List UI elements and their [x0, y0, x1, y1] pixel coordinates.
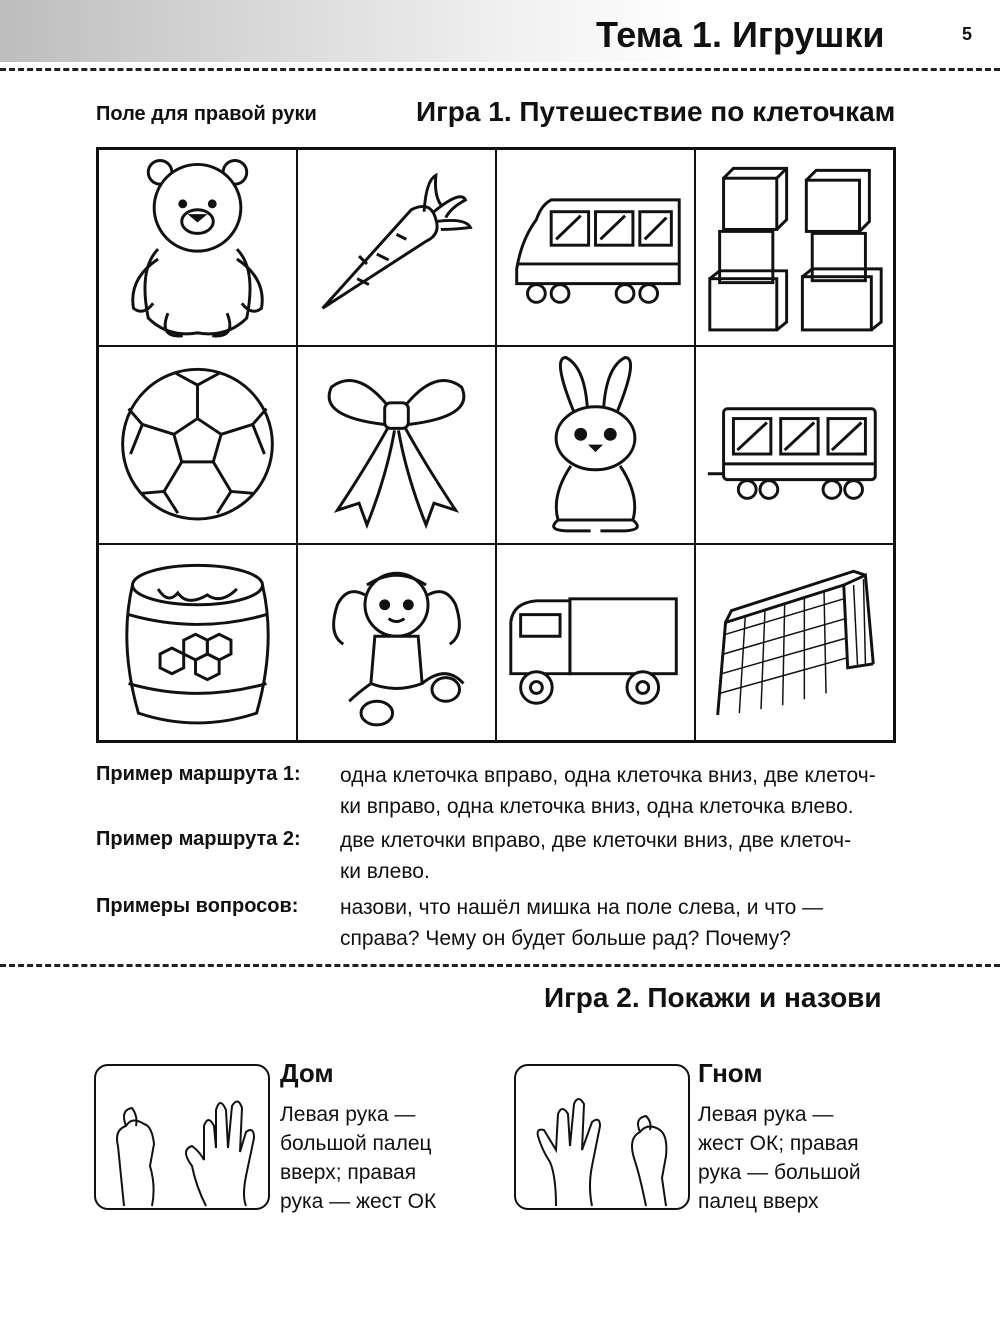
- gesture1-line4: рука — жест ОК: [280, 1190, 437, 1213]
- game1-title: Игра 1. Путешествие по клеточкам: [416, 96, 896, 127]
- teddy-bear-icon: [99, 150, 296, 345]
- header-band: [0, 0, 700, 62]
- route2-label: Пример маршрута 2:: [96, 828, 301, 850]
- grid-cell[interactable]: [297, 544, 496, 741]
- picture-grid: [96, 147, 896, 743]
- route1-line1: одна клеточка вправо, одна клеточка вниз, две клеточ-: [340, 764, 876, 787]
- gesture-image-house: [94, 1064, 270, 1210]
- gesture1-line1: Левая рука —: [280, 1103, 416, 1126]
- blocks-icon: [696, 150, 893, 345]
- grid-cell[interactable]: [297, 346, 496, 543]
- grid-cell[interactable]: [496, 544, 695, 741]
- grid-cell[interactable]: [98, 149, 297, 346]
- grid-cell[interactable]: [496, 149, 695, 346]
- middle-divider: [0, 964, 1000, 967]
- doll-icon: [298, 545, 495, 740]
- route1-text: [340, 760, 896, 822]
- gesture2-line3: рука — большой: [698, 1161, 861, 1184]
- hand-gesture-icon: [96, 1066, 268, 1208]
- route1-label: Пример маршрута 1:: [96, 763, 301, 785]
- truck-icon: [497, 545, 694, 740]
- gesture-image-gnome: [514, 1064, 690, 1210]
- train-engine-icon: [497, 150, 694, 345]
- theme-title: Тема 1. Игрушки: [596, 14, 885, 55]
- gesture1-line2: большой палец: [280, 1132, 432, 1155]
- train-wagon-icon: [696, 347, 893, 542]
- grid-cell[interactable]: [695, 544, 894, 741]
- game2-title: Игра 2. Покажи и назови: [544, 982, 882, 1013]
- gesture1-line3: вверх; правая: [280, 1161, 417, 1184]
- page-number: 5: [962, 24, 973, 44]
- honey-barrel-icon: [99, 545, 296, 740]
- carrot-icon: [298, 150, 495, 345]
- gesture1-name: Дом: [280, 1058, 334, 1088]
- grid-cell[interactable]: [297, 149, 496, 346]
- soccer-goal-icon: [696, 545, 893, 740]
- questions-line1: назови, что нашёл мишка на поле слева, и что —: [340, 896, 824, 919]
- grid-cell[interactable]: [496, 346, 695, 543]
- questions-line2: справа? Чему он будет больше рад? Почему?: [340, 927, 791, 950]
- route1-line2: ки вправо, одна клеточка вниз, одна клеточка влево.: [340, 795, 854, 818]
- gesture2-line2: жест ОК; правая: [698, 1132, 859, 1155]
- bow-icon: [298, 347, 495, 542]
- gesture2-description: [698, 1100, 888, 1216]
- gesture2-line4: палец вверх: [698, 1190, 819, 1213]
- grid-cell[interactable]: [98, 346, 297, 543]
- right-hand-field-label: Поле для правой руки: [96, 103, 317, 125]
- soccer-ball-icon: [99, 347, 296, 542]
- route2-line1: две клеточки вправо, две клеточки вниз, две клеточ-: [340, 829, 852, 852]
- hand-gesture-icon: [516, 1066, 688, 1208]
- route2-text: [340, 825, 896, 887]
- grid-cell[interactable]: [98, 544, 297, 741]
- grid-cell[interactable]: [695, 149, 894, 346]
- bunny-icon: [497, 347, 694, 542]
- questions-label: Примеры вопросов:: [96, 895, 299, 917]
- top-divider: [0, 68, 1000, 71]
- gesture2-line1: Левая рука —: [698, 1103, 834, 1126]
- gesture1-description: [280, 1100, 470, 1216]
- questions-text: [340, 892, 896, 954]
- route2-line2: ки влево.: [340, 860, 430, 883]
- gesture2-name: Гном: [698, 1058, 763, 1088]
- grid-cell[interactable]: [695, 346, 894, 543]
